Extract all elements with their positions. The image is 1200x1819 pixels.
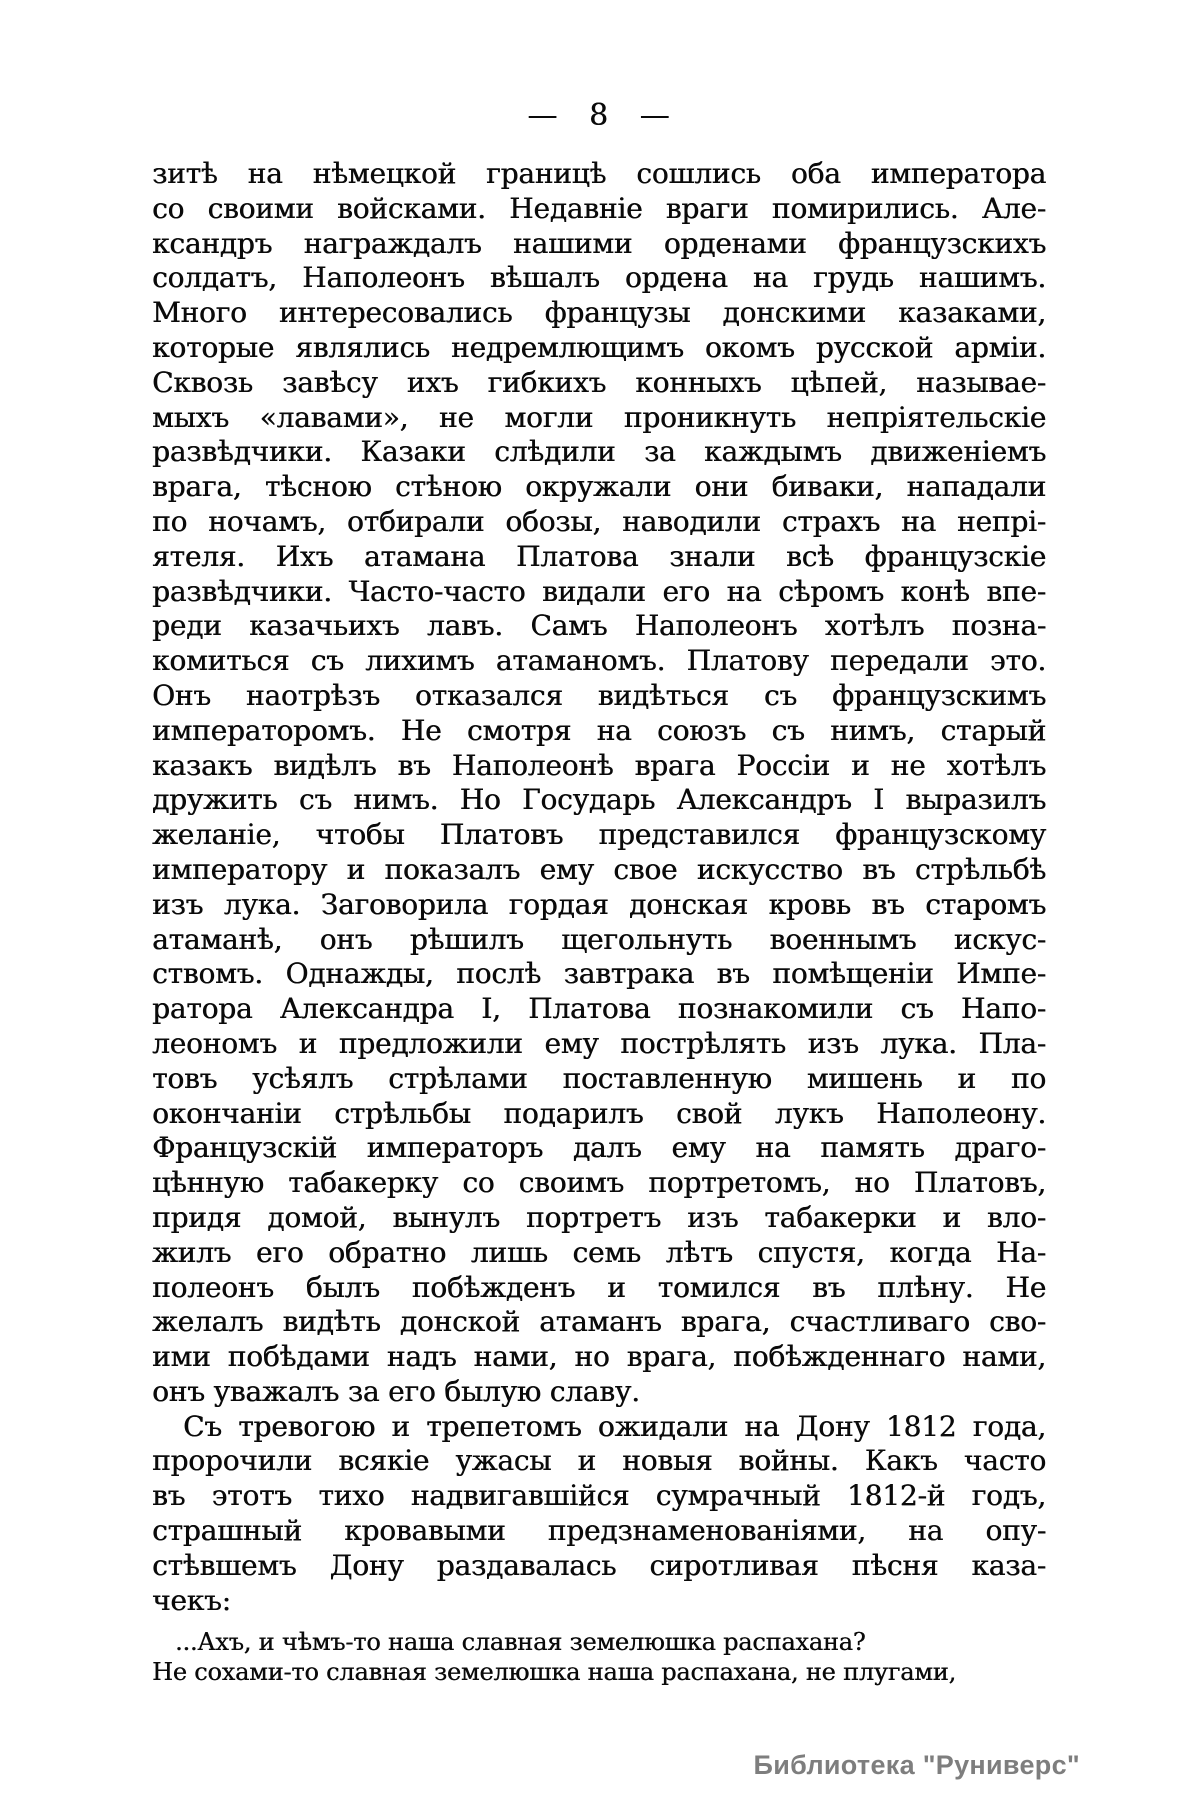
text-line: полеонъ былъ побѣжденъ и томился въ плѣну. Не xyxy=(152,1270,1046,1304)
text-line: комиться съ лихимъ атаманомъ. Платову передали это. xyxy=(152,644,1046,678)
text-line: развѣдчики. Казаки слѣдили за каждымъ движеніемъ xyxy=(152,435,1046,469)
text-line: ими побѣдами надъ нами, но врага, побѣжденнаго нами, xyxy=(152,1340,1046,1374)
text-line: Сквозь завѣсу ихъ гибкихъ конныхъ цѣпей, называе- xyxy=(152,365,1046,399)
text-line: страшный кровавыми предзнаменованіями, на опу- xyxy=(152,1514,1046,1548)
verse-line: ...Ахъ, и чѣмъ-то наша славная земелюшка распахана? xyxy=(175,1628,866,1656)
text-line: врага, тѣсною стѣною окружали они биваки, нападали xyxy=(152,470,1046,504)
text-line: которые являлись недремлющимъ окомъ русской арміи. xyxy=(152,330,1046,364)
text-line: реди казачьихъ лавъ. Самъ Наполеонъ хотѣлъ позна- xyxy=(152,609,1046,643)
text-line: окончаніи стрѣльбы подарилъ свой лукъ Наполеону. xyxy=(152,1096,1046,1130)
text-line: Много интересовались французы донскими казаками, xyxy=(152,296,1046,330)
text-line: жилъ его обратно лишь семь лѣтъ спустя, когда На- xyxy=(152,1235,1046,1269)
text-line: Съ тревогою и трепетомъ ожидали на Дону 1812 года, xyxy=(183,1409,1046,1443)
text-line: императору и показалъ ему свое искусство въ стрѣльбѣ xyxy=(152,852,1046,886)
text-line: стѣвшемъ Дону раздавалась сиротливая пѣсня каза- xyxy=(152,1548,1046,1582)
verse-block xyxy=(152,1627,1132,1687)
text-line: желалъ видѣть донской атаманъ врага, счастливаго сво- xyxy=(152,1305,1046,1339)
text-line: ксандръ награждалъ нашими орденами французскихъ xyxy=(152,226,1046,260)
text-line: цѣнную табакерку со своимъ портретомъ, но Платовъ, xyxy=(152,1166,1046,1200)
text-line: казакъ видѣлъ въ Наполеонѣ врага Россіи и не хотѣлъ xyxy=(152,748,1046,782)
text-line: Французскій императоръ далъ ему на память драго- xyxy=(152,1131,1046,1165)
text-line: атаманѣ, онъ рѣшилъ щегольнуть военнымъ искус- xyxy=(152,922,1046,956)
text-line: дружить съ нимъ. Но Государь Александръ I выразилъ xyxy=(152,783,1046,817)
text-line: по ночамъ, отбирали обозы, наводили страхъ на непрі- xyxy=(152,504,1046,538)
text-line: въ этотъ тихо надвигавшійся сумрачный 1812-й годъ, xyxy=(152,1479,1046,1513)
text-line: солдатъ, Наполеонъ вѣшалъ ордена на грудь нашимъ. xyxy=(152,261,1046,295)
text-line: онъ уважалъ за его былую славу. xyxy=(152,1374,640,1408)
text-line: Онъ наотрѣзъ отказался видѣться съ французскимъ xyxy=(152,678,1046,712)
text-line: мыхъ «лавами», не могли проникнуть непріятельскіе xyxy=(152,400,1046,434)
text-line: зитѣ на нѣмецкой границѣ сошлись оба императора xyxy=(152,157,1046,190)
text-line: развѣдчики. Часто-часто видали его на сѣромъ конѣ впе- xyxy=(152,574,1046,608)
text-line: ятеля. Ихъ атамана Платова знали всѣ французскіе xyxy=(152,539,1046,573)
text-line: ратора Александра I, Платова познакомили съ Напо- xyxy=(152,992,1046,1026)
text-line: пророчили всякіе ужасы и новыя войны. Какъ часто xyxy=(152,1444,1046,1478)
text-line: леономъ и предложили ему пострѣлять изъ лука. Пла- xyxy=(152,1026,1046,1060)
text-line: ствомъ. Однажды, послѣ завтрака въ помѣщеніи Импе- xyxy=(152,957,1046,991)
body-text xyxy=(152,157,1046,1618)
text-line: придя домой, вынулъ портретъ изъ табакерки и вло- xyxy=(152,1200,1046,1234)
text-line: чекъ: xyxy=(152,1583,231,1617)
library-watermark: Библиотека "Руниверс" xyxy=(753,1750,1080,1780)
text-line: желаніе, чтобы Платовъ представился французскому xyxy=(152,818,1046,852)
verse-line: Не сохами-то славная земелюшка наша распахана, не плугами, xyxy=(152,1658,956,1686)
text-line: изъ лука. Заговорила гордая донская кровь въ старомъ xyxy=(152,887,1046,921)
text-line: императоромъ. Не смотря на союзъ съ нимъ, старый xyxy=(152,713,1046,747)
text-line: со своими войсками. Недавніе враги помирились. Але- xyxy=(152,191,1046,225)
page-number: — 8 — xyxy=(527,98,671,133)
text-line: товъ усѣялъ стрѣлами поставленную мишень и по xyxy=(152,1061,1046,1095)
